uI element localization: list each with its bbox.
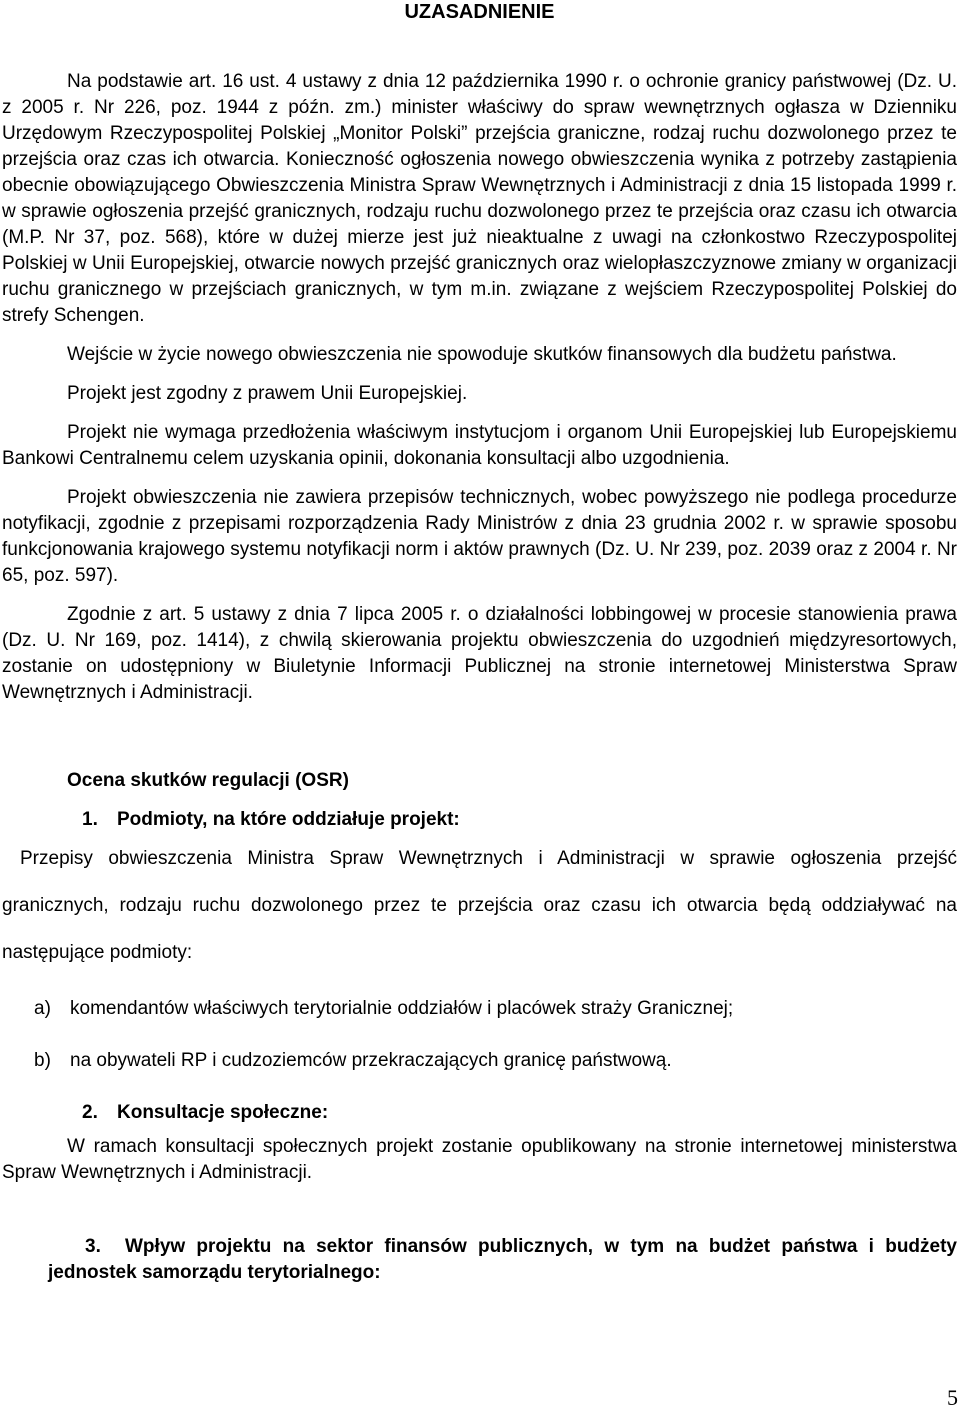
paragraph-legal-basis: Na podstawie art. 16 ust. 4 ustawy z dnia 12 października 1990 r. o ochronie granicy państwowej (Dz. U. z 2005 r. Nr 226, poz. 1944 z późn. zm.) minister właściwy do spraw wewnętrznych ogłasza w Dzienniku Urzędowym Rzeczypospolitej Polskiej „Monitor Polski” przejścia graniczne, rodzaj ruchu dozwolonego przez te przejścia oraz czas ich otwarcia. Konieczność ogłoszenia nowego obwieszczenia wynika z potrzeby zastąpienia obecnie obowiązującego Obwieszczenia Ministra Spraw Wewnętrznych i Administracji z dnia 15 listopada 1999 r. w sprawie ogłoszenia przejść granicznych, rodzaju ruchu dozwolonego przez te przejścia oraz czasu ich otwarcia (M.P. Nr 37, poz. 568), które w dużej mierze jest już nieaktualne z uwagi na członkostwo Rzeczypospolitej Polskiej w Unii Europejskiej, otwarcie nowych przejść granicznych oraz wielopłaszczyznowe zmiany w organizacji ruchu granicznego w przejściach granicznych, w tym m.in. związane z wejściem Rzeczypospolitej Polskiej do strefy Schengen. <box>2 71 957 326</box>
section-3-title: Wpływ projektu na sektor finansów publicznych, w tym na budżet państwa i budżety jednostek samorządu terytorialnego: <box>48 1236 957 1283</box>
paragraph-technical-notification: Projekt obwieszczenia nie zawiera przepisów technicznych, wobec powyższego nie podlega procedurze notyfikacji, zgodnie z przepisami rozporządzenia Rady Ministrów z dnia 23 grudnia 2002 r. w sprawie sposobu funkcjonowania krajowego systemu notyfikacji norm i aktów prawnych (Dz. U. Nr 239, poz. 2039 oraz z 2004 r. Nr 65, poz. 597). <box>2 487 957 586</box>
section-2-number: 2. <box>82 1102 98 1123</box>
section-3-heading <box>48 1234 957 1286</box>
document-page <box>2 0 957 1286</box>
document-title: UZASADNIENIE <box>404 1 555 23</box>
page-number: 5 <box>947 1385 958 1410</box>
paragraph-eu-consultation: Projekt nie wymaga przedłożenia właściwym instytucjom i organom Unii Europejskiej lub Europejskiemu Bankowi Centralnemu celem uzyskania opinii, dokonania konsultacji albo uzgodnienia. <box>2 422 957 469</box>
osr-heading: Ocena skutków regulacji (OSR) <box>67 770 349 791</box>
list-marker-b: b) <box>34 1050 51 1071</box>
list-text-b: na obywateli RP i cudzoziemców przekraczających granicę państwową. <box>70 1050 672 1071</box>
section-1-text: Przepisy obwieszczenia Ministra Spraw Wewnętrznych i Administracji w sprawie ogłoszenia przejść granicznych, rodzaju ruchu dozwolonego przez te przejścia oraz czasu ich otwarcia będą oddziaływać na następujące podmioty: <box>2 848 957 963</box>
section-1-number: 1. <box>82 809 98 830</box>
section-1-heading <box>82 807 957 833</box>
list-text-a: komendantów właściwych terytorialnie oddziałów i placówek straży Granicznej; <box>70 998 734 1019</box>
section-2-heading <box>82 1100 957 1126</box>
section-2-text: W ramach konsultacji społecznych projekt zostanie opublikowany na stronie internetowej ministerstwa Spraw Wewnętrznych i Administracji. <box>2 1136 957 1183</box>
paragraph-financial-effects: Wejście w życie nowego obwieszczenia nie spowoduje skutków finansowych dla budżetu państwa. <box>67 344 897 365</box>
section-1-title: Podmioty, na które oddziałuje projekt: <box>117 809 460 830</box>
section-2-title: Konsultacje społeczne: <box>117 1102 329 1123</box>
paragraph-eu-compliance: Projekt jest zgodny z prawem Unii Europejskiej. <box>67 383 468 404</box>
section-3-number: 3. <box>85 1236 101 1257</box>
list-item-a <box>34 996 957 1022</box>
list-marker-a: a) <box>34 998 51 1019</box>
list-item-b <box>34 1048 957 1074</box>
paragraph-lobbying: Zgodnie z art. 5 ustawy z dnia 7 lipca 2005 r. o działalności lobbingowej w procesie stanowienia prawa (Dz. U. Nr 169, poz. 1414), z chwilą skierowania projektu obwieszczenia do uzgodnień międzyresortowych, zostanie on udostępniony w Biuletynie Informacji Publicznej na stronie internetowej Ministerstwa Spraw Wewnętrznych i Administracji. <box>2 604 957 703</box>
